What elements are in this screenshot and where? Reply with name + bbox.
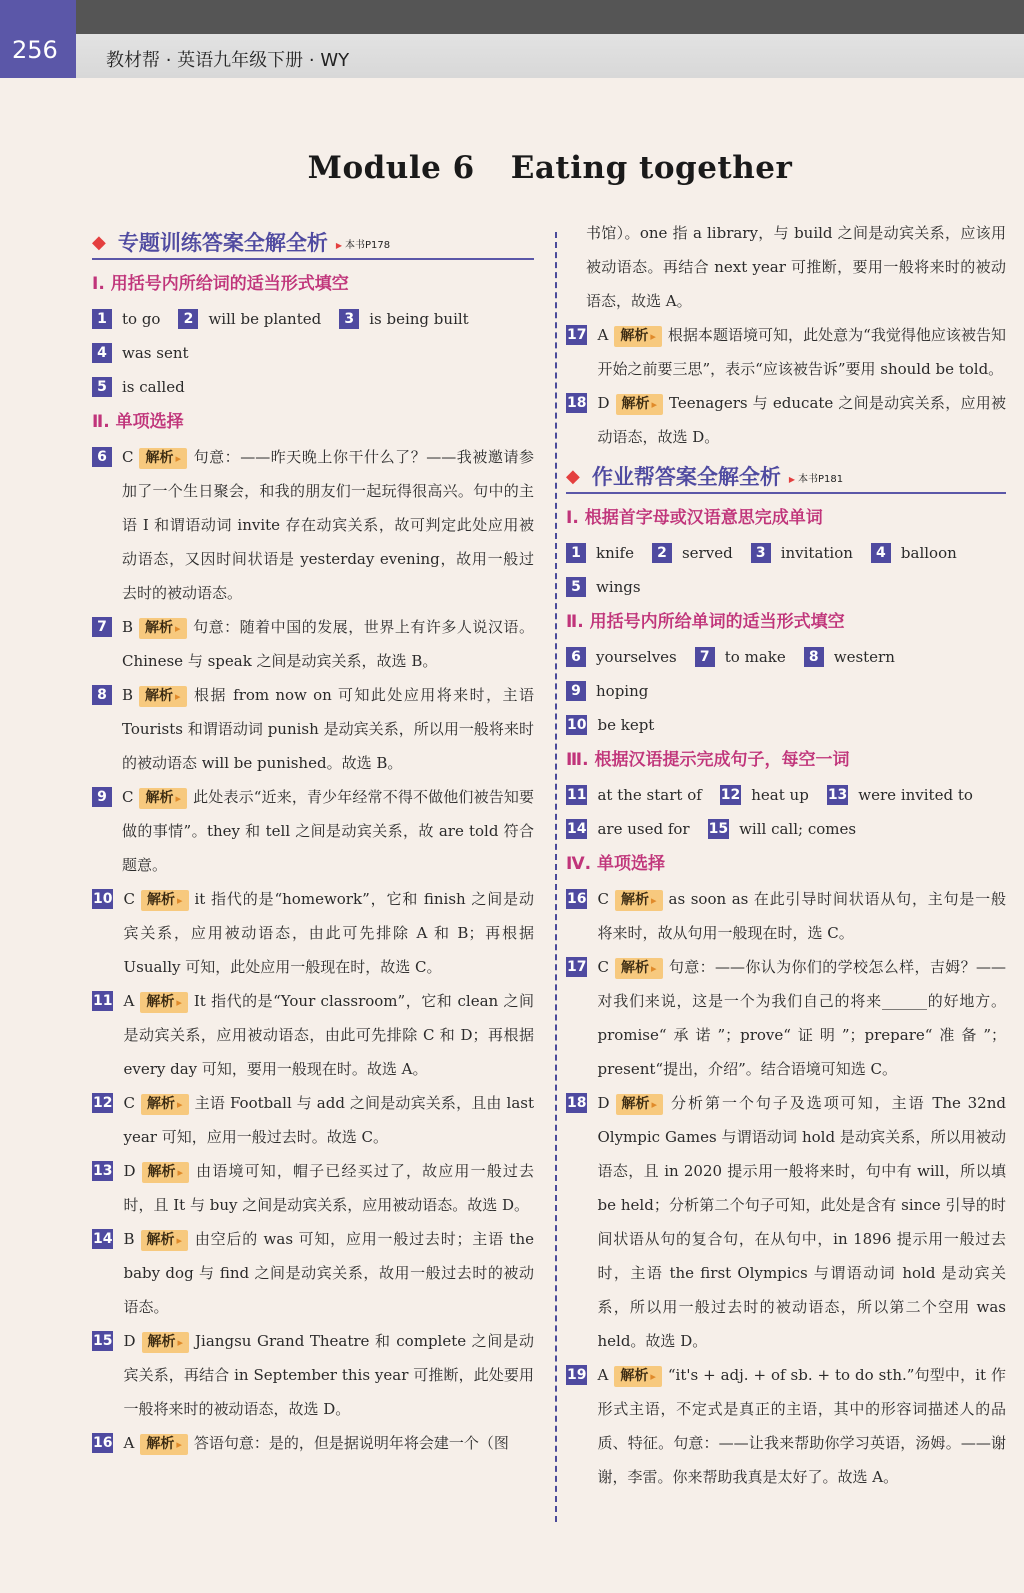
- continued-explanation: [566, 216, 1006, 318]
- answer-item: [566, 674, 648, 708]
- answer-text: wings: [596, 578, 641, 596]
- question-number: 19: [567, 1367, 587, 1383]
- question-number: 2: [178, 309, 198, 329]
- explanation-text: 主语 Football 与 add 之间是动宾关系，且由 last year 可知，应用一般过去时。故选 C。: [123, 1094, 534, 1146]
- answer-letter: A: [123, 992, 135, 1010]
- question-number: 12: [720, 787, 741, 803]
- answer-item: [339, 302, 468, 336]
- part-heading: Ⅳ. 单项选择: [566, 854, 666, 874]
- part-heading: Ⅲ. 根据汉语提示完成句子，每空一词: [566, 750, 850, 770]
- answer-item: [566, 812, 690, 846]
- explanation-text: 句意：随着中国的发展，世界上有许多人说汉语。Chinese 与 speak 之间是动宾关系，故选 B。: [122, 618, 534, 670]
- answer-row: [566, 640, 1006, 708]
- diamond-icon: ◆: [92, 232, 106, 253]
- explanation-text: Teenagers 与 educate 之间是动宾关系，应用被动语态，故选 D。: [597, 394, 1006, 446]
- explanation-text: 句意：——昨天晚上你干什么了？——我被邀请参加了一个生日聚会，和我的朋友们一起玩得很高兴。句中的主语 I 和谓语动词 invite 存在动宾关系，故可判定此处应用被动语态，又因时间状语是 yesterday evening，故用一般过去时的被动语态。: [122, 448, 534, 602]
- section-title: 作业帮答案全解全析: [591, 465, 781, 489]
- explanation-text: 分析第一个句子及选项可知，主语 The 32nd Olympic Games 与谓语动词 hold 是动宾关系，所以用被动语态，且 in 2020 提示用一般将来时，句中有 will，所以填 be held；分析第二个句子可知，此处是含有 since 引导的时间状语从句的复合句，在从句中，in 1896 提示用一般过去时，主语 the first Olympics 与谓语动词 hold 是动宾关系，所以用一般过去时的被动语态，所以第二个空用 was held。故选 D。: [597, 1094, 1006, 1350]
- analysis-tag: 解析 ▸: [141, 1094, 189, 1115]
- answer-letter: D: [123, 1162, 136, 1180]
- question-explanation: [92, 1154, 534, 1222]
- question-number: 18: [567, 1095, 587, 1111]
- answer-letter: A: [597, 326, 609, 344]
- analysis-tag: 解析 ▸: [142, 1162, 190, 1183]
- analysis-tag: 解析 ▸: [616, 1094, 664, 1115]
- answer-letter: C: [122, 788, 134, 806]
- explanation-text: 书馆）。one 指 a library，与 build 之间是动宾关系，应该用被动语态。再结合 next year 可推断，要用一般将来时的被动语态，故选 A。: [586, 224, 1006, 310]
- question-number: 9: [566, 681, 586, 701]
- question-number: 8: [92, 685, 112, 705]
- question-explanation: [92, 1324, 534, 1426]
- answer-item: [178, 302, 321, 336]
- answer-text: to make: [724, 648, 786, 666]
- answer-letter: D: [123, 1332, 136, 1350]
- question-explanation: [92, 610, 534, 678]
- question-explanation: [92, 984, 534, 1086]
- answer-row: [566, 812, 1006, 846]
- answer-item: [804, 640, 895, 674]
- question-number: 6: [566, 647, 586, 667]
- module-title: [0, 150, 1024, 186]
- part-heading: Ⅰ. 根据首字母或汉语意思完成单词: [566, 508, 823, 528]
- explanation-text: 根据 from now on 可知此处应用将来时，主语 Tourists 和谓语动词 punish 是动宾关系，所以用一般将来时的被动语态 will be punished。故选 B。: [122, 686, 534, 772]
- answer-letter: B: [123, 1230, 135, 1248]
- question-number: 18: [567, 395, 587, 411]
- question-number: 1: [566, 543, 586, 563]
- analysis-tag: 解析 ▸: [140, 992, 188, 1013]
- question-number: 16: [567, 891, 587, 907]
- analysis-tag: 解析 ▸: [615, 890, 663, 911]
- question-number: 4: [92, 343, 112, 363]
- answer-item: [871, 536, 957, 570]
- question-explanation: [92, 1426, 534, 1460]
- answer-letter: D: [597, 1094, 610, 1112]
- answer-item: [652, 536, 733, 570]
- answer-letter: C: [123, 1094, 135, 1112]
- analysis-tag: 解析 ▸: [614, 1366, 662, 1387]
- question-explanation: [92, 678, 534, 780]
- left-column: [92, 222, 534, 1460]
- analysis-tag: 解析 ▸: [139, 686, 187, 707]
- answer-row: [566, 708, 1006, 742]
- answer-text: will be planted: [208, 310, 322, 328]
- answer-text: western: [833, 648, 895, 666]
- answer-text: is called: [122, 378, 185, 396]
- answer-letter: C: [597, 958, 609, 976]
- question-number: 13: [827, 787, 848, 803]
- question-number: 7: [695, 647, 715, 667]
- explanation-text: 由语境可知，帽子已经买过了，故应用一般过去时，且 It 与 buy 之间是动宾关系，应用被动语态。故选 D。: [123, 1162, 534, 1214]
- column-divider: [555, 232, 557, 1522]
- module-label: Module 6: [307, 150, 475, 186]
- explanation-text: 答语句意：是的，但是据说明年将会建一个（图: [193, 1434, 509, 1452]
- question-number: 11: [93, 993, 113, 1009]
- answer-text: will call; comes: [739, 820, 857, 838]
- answer-item: [92, 336, 189, 370]
- answer-item: [708, 812, 856, 846]
- question-number: 14: [93, 1231, 113, 1247]
- question-explanation: [92, 780, 534, 882]
- question-number: 7: [92, 617, 112, 637]
- explanation-text: it 指代的是“homework”，它和 finish 之间是动宾关系，应用被动语态，由此可先排除 A 和 B；再根据 Usually 可知，此处应用一般现在时，故选 C。: [123, 890, 534, 976]
- answer-item: [566, 708, 654, 742]
- answer-text: yourselves: [596, 648, 677, 666]
- answer-letter: A: [123, 1434, 135, 1452]
- answer-item: [827, 778, 973, 812]
- section-header-practice: [92, 222, 534, 260]
- question-number: 4: [871, 543, 891, 563]
- analysis-tag: 解析 ▸: [614, 326, 662, 347]
- page-header: [0, 0, 1024, 78]
- question-number: 17: [567, 327, 587, 343]
- question-number: 8: [804, 647, 824, 667]
- answer-item: [695, 640, 786, 674]
- answer-text: be kept: [597, 716, 655, 734]
- question-number: 14: [567, 821, 587, 837]
- question-explanation: [566, 1358, 1006, 1494]
- explanation-text: It 指代的是“Your classroom”，它和 clean 之间是动宾关系，应用被动语态，由此可先排除 C 和 D；再根据 every day 可知，要用一般现在时。故选 A。: [123, 992, 534, 1078]
- question-number: 5: [92, 377, 112, 397]
- answer-text: heat up: [751, 786, 809, 804]
- answer-letter: D: [597, 394, 610, 412]
- question-explanation: [566, 386, 1006, 454]
- book-title: 教材帮 · 英语九年级下册 · WY: [106, 50, 350, 71]
- question-number: 12: [93, 1095, 113, 1111]
- answer-text: invitation: [780, 544, 853, 562]
- question-number: 10: [93, 891, 113, 907]
- answer-text: are used for: [597, 820, 690, 838]
- right-column: [566, 216, 1006, 1494]
- analysis-tag: 解析 ▸: [616, 394, 664, 415]
- answer-row: [92, 302, 534, 370]
- explanation-text: Jiangsu Grand Theatre 和 complete 之间是动宾关系，再结合 in September this year 可推断，此处要用一般将来时的被动语态，故选 D。: [123, 1332, 534, 1418]
- analysis-tag: 解析 ▸: [140, 1434, 188, 1455]
- answer-text: to go: [122, 310, 161, 328]
- section-title: 专题训练答案全解全析: [117, 231, 328, 255]
- analysis-tag: 解析 ▸: [142, 1332, 190, 1353]
- answer-letter: C: [122, 448, 134, 466]
- part-heading: Ⅱ. 用括号内所给单词的适当形式填空: [566, 612, 845, 632]
- header-strip: [0, 0, 1024, 34]
- answer-item: [92, 370, 185, 404]
- answer-letter: B: [122, 686, 134, 704]
- part-heading: Ⅰ. 用括号内所给词的适当形式填空: [92, 274, 349, 294]
- answer-item: [566, 640, 677, 674]
- page-number-box: [0, 0, 76, 78]
- diamond-icon: ◆: [566, 466, 580, 487]
- question-number: 1: [92, 309, 112, 329]
- question-number: 3: [751, 543, 771, 563]
- answer-text: knife: [596, 544, 634, 562]
- question-explanation: [566, 950, 1006, 1086]
- question-explanation: [92, 440, 534, 610]
- answer-letter: A: [597, 1366, 609, 1384]
- question-number: 6: [92, 447, 112, 467]
- explanation-text: 句意：——你认为你们的学校怎么样，吉姆？——对我们来说，这是一个为我们自己的将来______的好地方。promise“承诺”；prove“证明”；prepare“准备”；present“提出，介绍”。结合语境可知选 C。: [597, 958, 1006, 1078]
- answer-letter: C: [123, 890, 135, 908]
- question-number: 15: [93, 1333, 113, 1349]
- question-number: 2: [652, 543, 672, 563]
- question-number: 13: [93, 1163, 113, 1179]
- section-header-homework: [566, 456, 1006, 494]
- analysis-tag: 解析 ▸: [139, 618, 187, 639]
- question-explanation: [566, 882, 1006, 950]
- answer-text: balloon: [900, 544, 957, 562]
- explanation-text: as soon as 在此引导时间状语从句，主句是一般将来时，故从句用一般现在时，选 C。: [597, 890, 1006, 942]
- answer-item: [720, 778, 809, 812]
- section-ref: ▶ 本书P178: [336, 234, 390, 258]
- answer-text: hoping: [596, 682, 649, 700]
- answer-text: was sent: [122, 344, 189, 362]
- part-heading: Ⅱ. 单项选择: [92, 412, 184, 432]
- explanation-text: “it's + adj. + of sb. + to do sth.”句型中，it 作形式主语，不定式是真正的主语，其中的形容词描述人的品质、特征。句意：——让我来帮助你学习英语，汤姆。——谢谢，李雷。你来帮助我真是太好了。故选 A。: [597, 1366, 1006, 1486]
- question-explanation: [92, 1086, 534, 1154]
- question-number: 5: [566, 577, 586, 597]
- question-explanation: [92, 882, 534, 984]
- module-name: Eating together: [510, 150, 793, 186]
- analysis-tag: 解析 ▸: [141, 890, 189, 911]
- page-number: 256: [12, 36, 58, 64]
- answer-text: were invited to: [858, 786, 973, 804]
- question-number: 16: [93, 1435, 113, 1451]
- answer-letter: C: [597, 890, 609, 908]
- analysis-tag: 解析 ▸: [139, 788, 187, 809]
- answer-text: is being built: [369, 310, 469, 328]
- answer-letter: B: [122, 618, 134, 636]
- question-explanation: [566, 318, 1006, 386]
- answer-item: [566, 536, 634, 570]
- analysis-tag: 解析 ▸: [139, 448, 187, 469]
- analysis-tag: 解析 ▸: [615, 958, 663, 979]
- explanation-text: 根据本题语境可知，此处意为“我觉得他应该被告知开始之前要三思”，表示“应该被告诉”要用 should be told。: [597, 326, 1006, 378]
- answer-text: at the start of: [597, 786, 702, 804]
- question-number: 11: [567, 787, 587, 803]
- explanation-text: 此处表示“近来，青少年经常不得不做他们被告知要做的事情”。they 和 tell 之间是动宾关系，故 are told 符合题意。: [122, 788, 534, 874]
- answer-item: [751, 536, 853, 570]
- answer-item: [566, 778, 702, 812]
- analysis-tag: 解析 ▸: [141, 1230, 189, 1251]
- explanation-text: 由空后的 was 可知，应用一般过去时；主语 the baby dog 与 find 之间是动宾关系，故用一般过去时的被动语态。: [123, 1230, 534, 1316]
- question-number: 10: [567, 717, 587, 733]
- question-explanation: [566, 1086, 1006, 1358]
- question-number: 9: [92, 787, 112, 807]
- answer-text: served: [681, 544, 733, 562]
- answer-item: [92, 302, 160, 336]
- answer-item: [566, 570, 641, 604]
- section-ref: ▶ 本书P181: [789, 468, 843, 492]
- question-number: 15: [708, 821, 729, 837]
- answer-row: [566, 778, 1006, 812]
- question-explanation: [92, 1222, 534, 1324]
- question-number: 17: [567, 959, 587, 975]
- question-number: 3: [339, 309, 359, 329]
- answer-row: [566, 536, 1006, 604]
- answer-row: [92, 370, 534, 404]
